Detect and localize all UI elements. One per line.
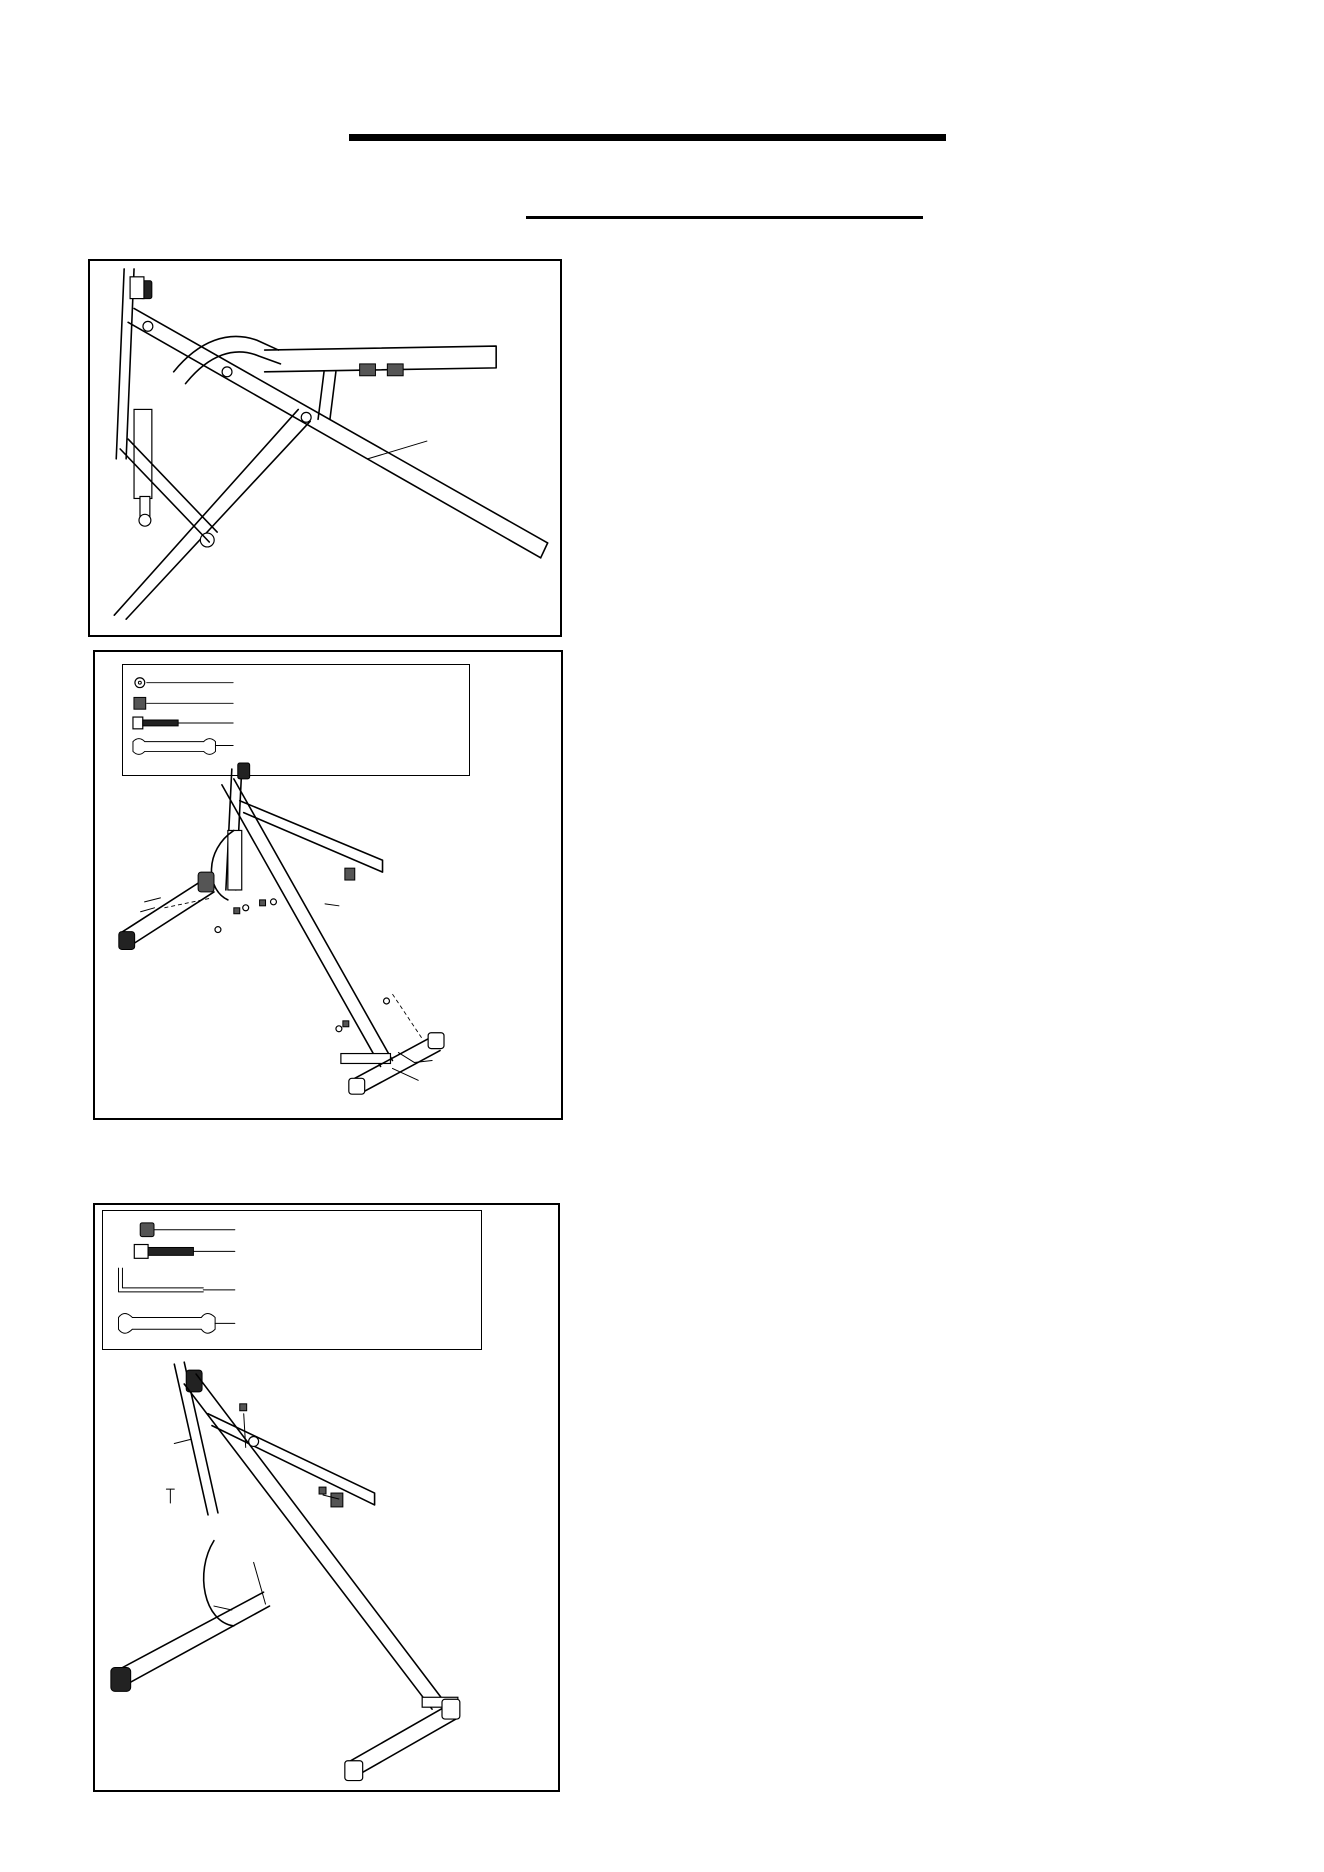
nut-icon xyxy=(234,900,349,1027)
bolt-icon xyxy=(166,1489,174,1503)
heading-rule xyxy=(349,134,946,141)
assembly-step-2-stabilizers-diagram xyxy=(93,650,563,1120)
assembly-step-1-frame-diagram xyxy=(88,259,562,637)
assembly-step-3-handlebar-diagram xyxy=(93,1203,560,1792)
washer-icon xyxy=(215,899,390,1032)
subheading-rule xyxy=(526,216,923,219)
